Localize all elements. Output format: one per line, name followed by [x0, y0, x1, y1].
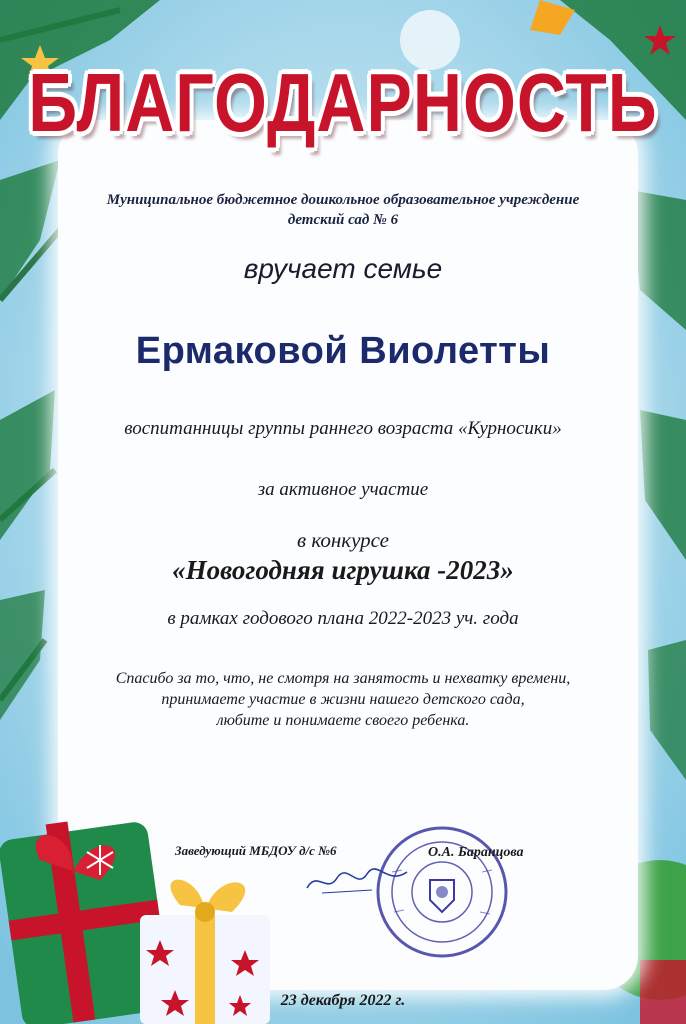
thanks-line-1: Спасибо за то, что, не смотря на занятость и нехватку времени, [115, 670, 571, 687]
official-stamp-seal [372, 822, 512, 962]
signer-name: О.А. Баранцова [428, 845, 524, 860]
signer-title: Заведующий МБДОУ д/с №6 [175, 843, 337, 858]
annual-plan-text: в рамках годового плана 2022-2023 уч. года [167, 608, 519, 629]
gift-boxes-illustration [0, 800, 330, 1024]
pupil-group-text: воспитанницы группы раннего возраста «Курносики» [124, 418, 562, 439]
contest-name: «Новогодняя игрушка -2023» [172, 555, 514, 585]
organization-line-2: детский сад № 6 [287, 212, 399, 228]
organization-line-1: Муниципальное бюджетное дошкольное образовательное учреждение [106, 192, 580, 208]
presents-to-text: вручает семье [243, 253, 443, 284]
certificate-title: БЛАГОДАРНОСТЬ [28, 56, 658, 150]
thanks-line-2: принимаете участие в жизни нашего детского сада, [161, 691, 525, 708]
thanks-paragraph [0, 668, 686, 731]
issue-date: 23 декабря 2022 г. [280, 992, 406, 1009]
contest-intro: в конкурсе [296, 528, 390, 552]
participation-text: за активное участие [257, 479, 429, 500]
recipient-name: Ермаковой Виолетты [135, 330, 551, 372]
thanks-line-3: любите и понимаете своего ребенка. [216, 712, 470, 729]
